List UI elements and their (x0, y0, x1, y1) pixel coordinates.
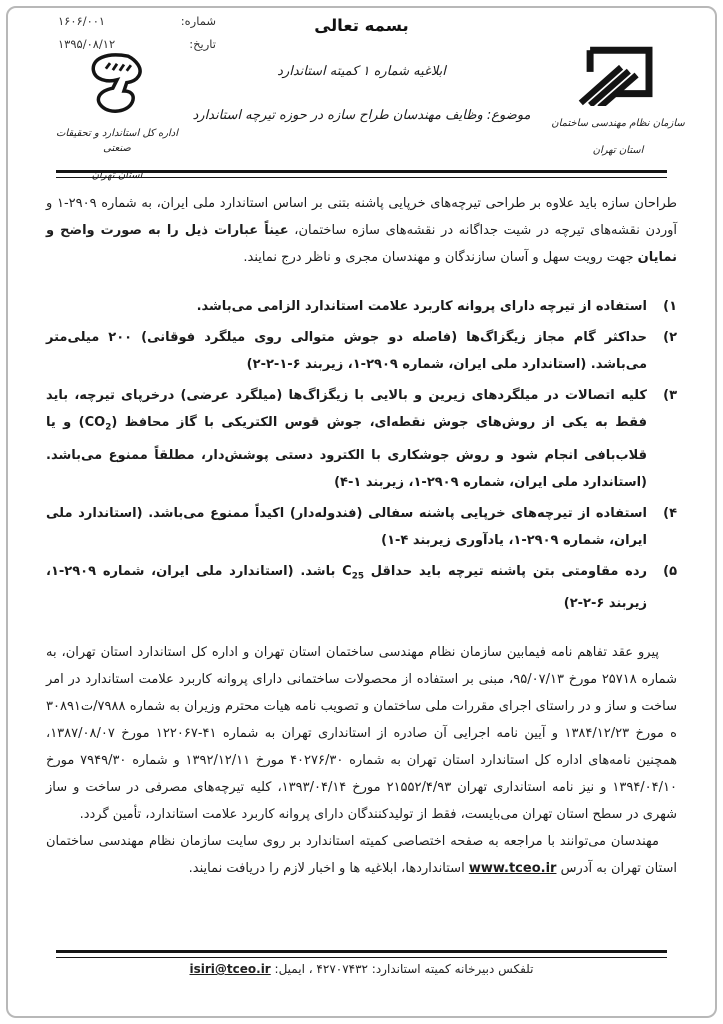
letter-date-value: ۱۳۹۵/۰۸/۱۲ (58, 37, 116, 51)
right-org-name: سازمان نظام مهندسی ساختمان (551, 118, 685, 129)
requirements-list (46, 293, 677, 617)
left-org-block (42, 52, 192, 181)
list-item (46, 558, 677, 618)
list-item-number: ۴) (663, 505, 677, 521)
agreement-paragraph: پیرو عقد تفاهم نامه فیمابین سازمان نظام مهندسی ساختمان استان تهران و اداره کل استاندارد استان تهران، به شماره ۲۵۷۱۸ مورخ ۹۵/۰۷/۱۳، مبنی بر استفاده از محصولات ساختمانی دارای پروانه کاربرد علامت استاندارد در امر ساخت و ساز و در راستای اجرای مقررات ملی ساختمان و تصویب نامه هیات محترم وزیران به شماره ۷۹۸۸/ت۳۰۸۹۱ ه مورخ ۱۳۸۴/۱۲/۲۳ و آیین نامه اجرایی آن صادره از استانداری تهران به شماره ۴۱-۱۲۲۰۶۷ مورخ ۱۳۸۷/۰۸/۰۷، همچنین نامه‌های اداره کل استاندارد استان تهران به شماره ۴۰۲۷۶/۳۰ مورخ ۱۳۹۲/۱۲/۱۱ و شماره ۷۹۴۹/۳۰ مورخ ۱۳۹۴/۰۴/۱۰ و نیز نامه استانداری تهران ۲۱۵۵۲/۴/۹۳ مورخ ۱۳۹۳/۰۴/۱۴، کلیه تیرچه‌های مصرفی در ساخت و ساز شهری در سطح استان تهران می‌بایست، فقط از تولیدکنندگان دارای پروانه کاربرد علامت استاندارد، تأمین گردد. (46, 645, 677, 823)
list-item-text: حداکثر گام مجاز زیگزاگ‌ها (فاصله دو جوش متوالی روی میلگرد فوقانی) ۲۰۰ میلی‌متر می‌باشد. (استاندارد ملی ایران، شماره ۲۹۰۹-۱، زیربند ۶-۱-۲-۲) (46, 330, 647, 372)
list-item-number: ۲) (663, 330, 677, 345)
footer-divider (56, 950, 667, 958)
list-item-text: استفاده از تیرچه دارای پروانه کاربرد علامت استاندارد الزامی می‌باشد. (196, 299, 647, 314)
announcement-title: ابلاغیه شماره ۱ کمیته استاندارد (277, 64, 446, 79)
list-item (46, 382, 677, 496)
list-item (46, 293, 677, 320)
header-divider (56, 170, 667, 178)
left-org-province: استان تهران (91, 170, 143, 181)
list-item-text: کلیه اتصالات در میلگردهای زیرین و بالایی با زیگزاگ‌ها (میلگرد عرضی) درخرپای تیرچه، باید فقط به یکی از روش‌های جوش نقطه‌ای، جوش قوس الکتریکی با گاز محافظ $(CO_2)$ و یا قلاب‌بافی انجام شود و روش جوشکاری با الکترود دستی پوشش‌دار، مطلقاً ممنوع می‌باشد. (استاندارد ملی ایران، شماره ۲۹۰۹-۱، زیربند ۱-۴) (46, 388, 647, 490)
link[interactable]: www.tceo.ir (468, 861, 557, 877)
besmeleh-heading: بسمه تعالی (314, 16, 409, 35)
letter-date-label: تاریخ: (189, 37, 216, 51)
list-item (46, 324, 677, 378)
letter-date-row (58, 37, 216, 51)
left-org-name: اداره کل استاندارد و تحقیقات صنعتی (55, 128, 179, 154)
list-item-number: ۱) (663, 299, 677, 314)
letter-number-value: ۱۶۰۶/۰۰۱ (58, 14, 106, 28)
intro-paragraph: طراحان سازه باید علاوه بر طراحی تیرچه‌های خرپایی پاشنه بتنی بر اساس استاندارد ملی ایران، به شماره ۲۹۰۹-۱ و آوردن نقشه‌های تیرچه در شیت جداگانه در نقشه‌های سازه ساختمان، عیناً عبارات ذیل را به صورت واضح و نمایان جهت رویت سهل و آسان سازندگان و مهندسان مجری و ناظر درج نمایند. (46, 196, 677, 265)
list-item (46, 500, 677, 554)
footer-contact-line: تلفکس دبیرخانه کمیته استاندارد: ۴۲۷۰۷۴۳۲ ، ایمیل: isiri@tceo.ir (189, 962, 534, 976)
subject-line: موضوع: وظایف مهندسان طراح سازه در حوزه تیرچه استاندارد (192, 108, 531, 123)
right-org-block (543, 44, 693, 156)
letter-number-label: شماره: (180, 14, 216, 28)
list-item-number: ۳) (663, 388, 677, 403)
list-item-number: ۵) (663, 563, 677, 579)
isiri-standards-logo-icon (82, 52, 152, 116)
right-org-province: استان تهران (592, 145, 644, 156)
website-paragraph: مهندسان می‌توانند با مراجعه به صفحه اختصاصی کمیته استاندارد بر روی سایت سازمان نظام مهندسی ساختمان استان تهران به آدرس www.tceo.ir استانداردها، ابلاغیه ها و اخبار لازم را دریافت نمایند. (46, 834, 677, 877)
list-item-text: استفاده از تیرچه‌های خرپایی پاشنه سفالی (فندوله‌دار) اکیداً ممنوع می‌باشد. (استاندارد ملی ایران، شماره ۲۹۰۹-۱، یادآوری زیربند ۴-۱) (46, 505, 647, 548)
letter-body (46, 190, 677, 882)
construction-engineering-organization-logo-icon (578, 44, 658, 106)
list-item-text: رده مقاومتی بتن پاشنه تیرچه باید حداقل $C_{25}$ باشد. (استاندارد ملی ایران، شماره ۲۹۰۹-۱، زیربند ۶-۲-۲) (46, 563, 647, 612)
link[interactable]: isiri@tceo.ir (189, 962, 271, 976)
